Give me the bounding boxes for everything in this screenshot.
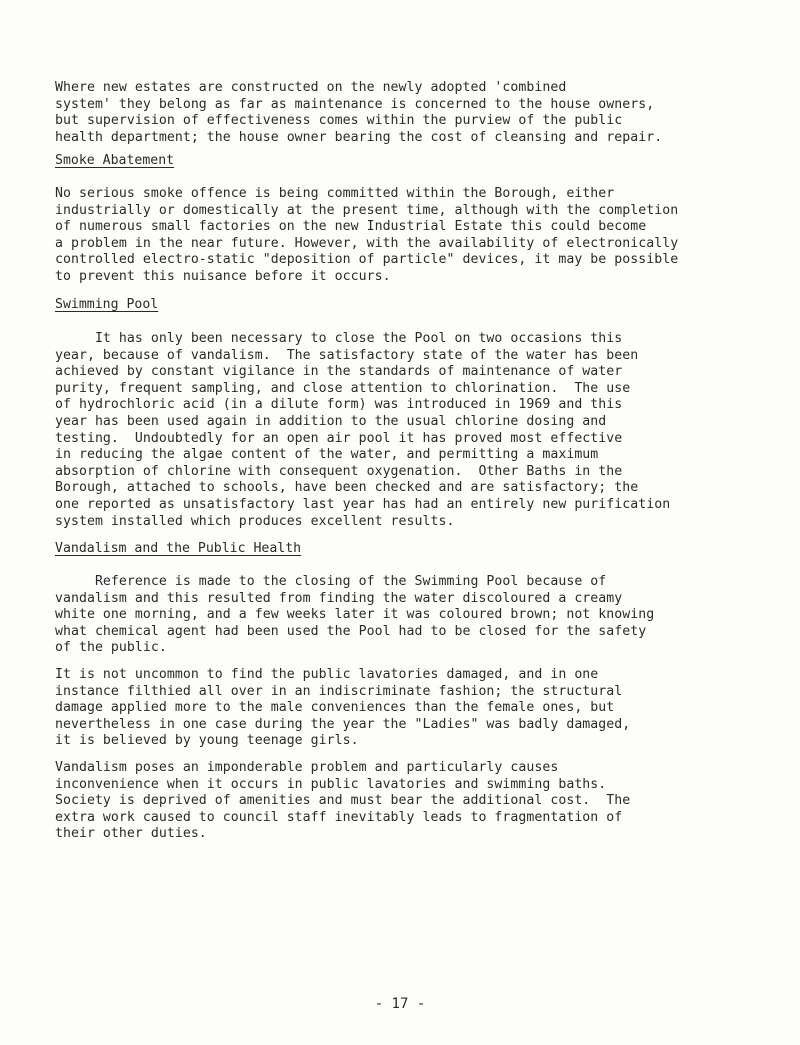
vandalism-paragraph-1: Reference is made to the closing of the Swimming Pool because of vandalism and this resulted from finding the water discoloured a creamy white one morning, and a few weeks later it was coloured brown; not knowing what chemical agent had been used the Pool had to be closed for the safety of the public. bbox=[55, 574, 655, 656]
smoke-abatement-paragraph: No serious smoke offence is being committed within the Borough, either industrially or domestically at the present time, although with the completion of numerous small factories on the new Industrial Estate this could become a problem in the near future. However, with the availability of electronically controlled electro-static "deposition of particle" devices, it may be possible to prevent this nuisance before it occurs. bbox=[55, 186, 679, 284]
intro-paragraph: Where new estates are constructed on the newly adopted 'combined system' they belong as far as maintenance is concerned to the house owners, but supervision of effectiveness comes within the purview of the public health department; the house owner bearing the cost of cleansing and repair. bbox=[55, 80, 663, 145]
swimming-pool-paragraph: It has only been necessary to close the Pool on two occasions this year, because of vandalism. The satisfactory state of the water has been achieved by constant vigilance in the standards of maintenance of water purity, frequent sampling, and close attention to chlorination. The use of hydrochloric acid (in a dilute form) was introduced in 1969 and this year has been used again in addition to the usual chlorine dosing and testing. Undoubtedly for an open air pool it has proved most effective in reducing the algae content of the water, and permitting a maximum absorption of chlorine with consequent oxygenation. Other Baths in the Borough, attached to schools, have been checked and are satisfactory; the one reported as unsatisfactory last year has had an entirely new purification system installed which produces excellent results. bbox=[55, 331, 671, 529]
vandalism-paragraph-3: Vandalism poses an imponderable problem and particularly causes inconvenience when it occurs in public lavatories and swimming baths. Society is deprived of amenities and must bear the additional cost. The extra work caused to council staff inevitably leads to fragmentation of their other duties. bbox=[55, 760, 631, 842]
section-heading-smoke-abatement: Smoke Abatement bbox=[55, 153, 175, 168]
section-heading-swimming-pool: Swimming Pool bbox=[55, 297, 159, 312]
vandalism-paragraph-2: It is not uncommon to find the public lavatories damaged, and in one instance filthied all over in an indiscriminate fashion; the structural damage applied more to the male conveniences than the female ones, but nevertheless in one case during the year the "Ladies" was badly damaged, it is believed by young teenage girls. bbox=[55, 667, 631, 749]
page-number: - 17 - bbox=[374, 996, 426, 1012]
section-heading-vandalism: Vandalism and the Public Health bbox=[55, 541, 302, 556]
